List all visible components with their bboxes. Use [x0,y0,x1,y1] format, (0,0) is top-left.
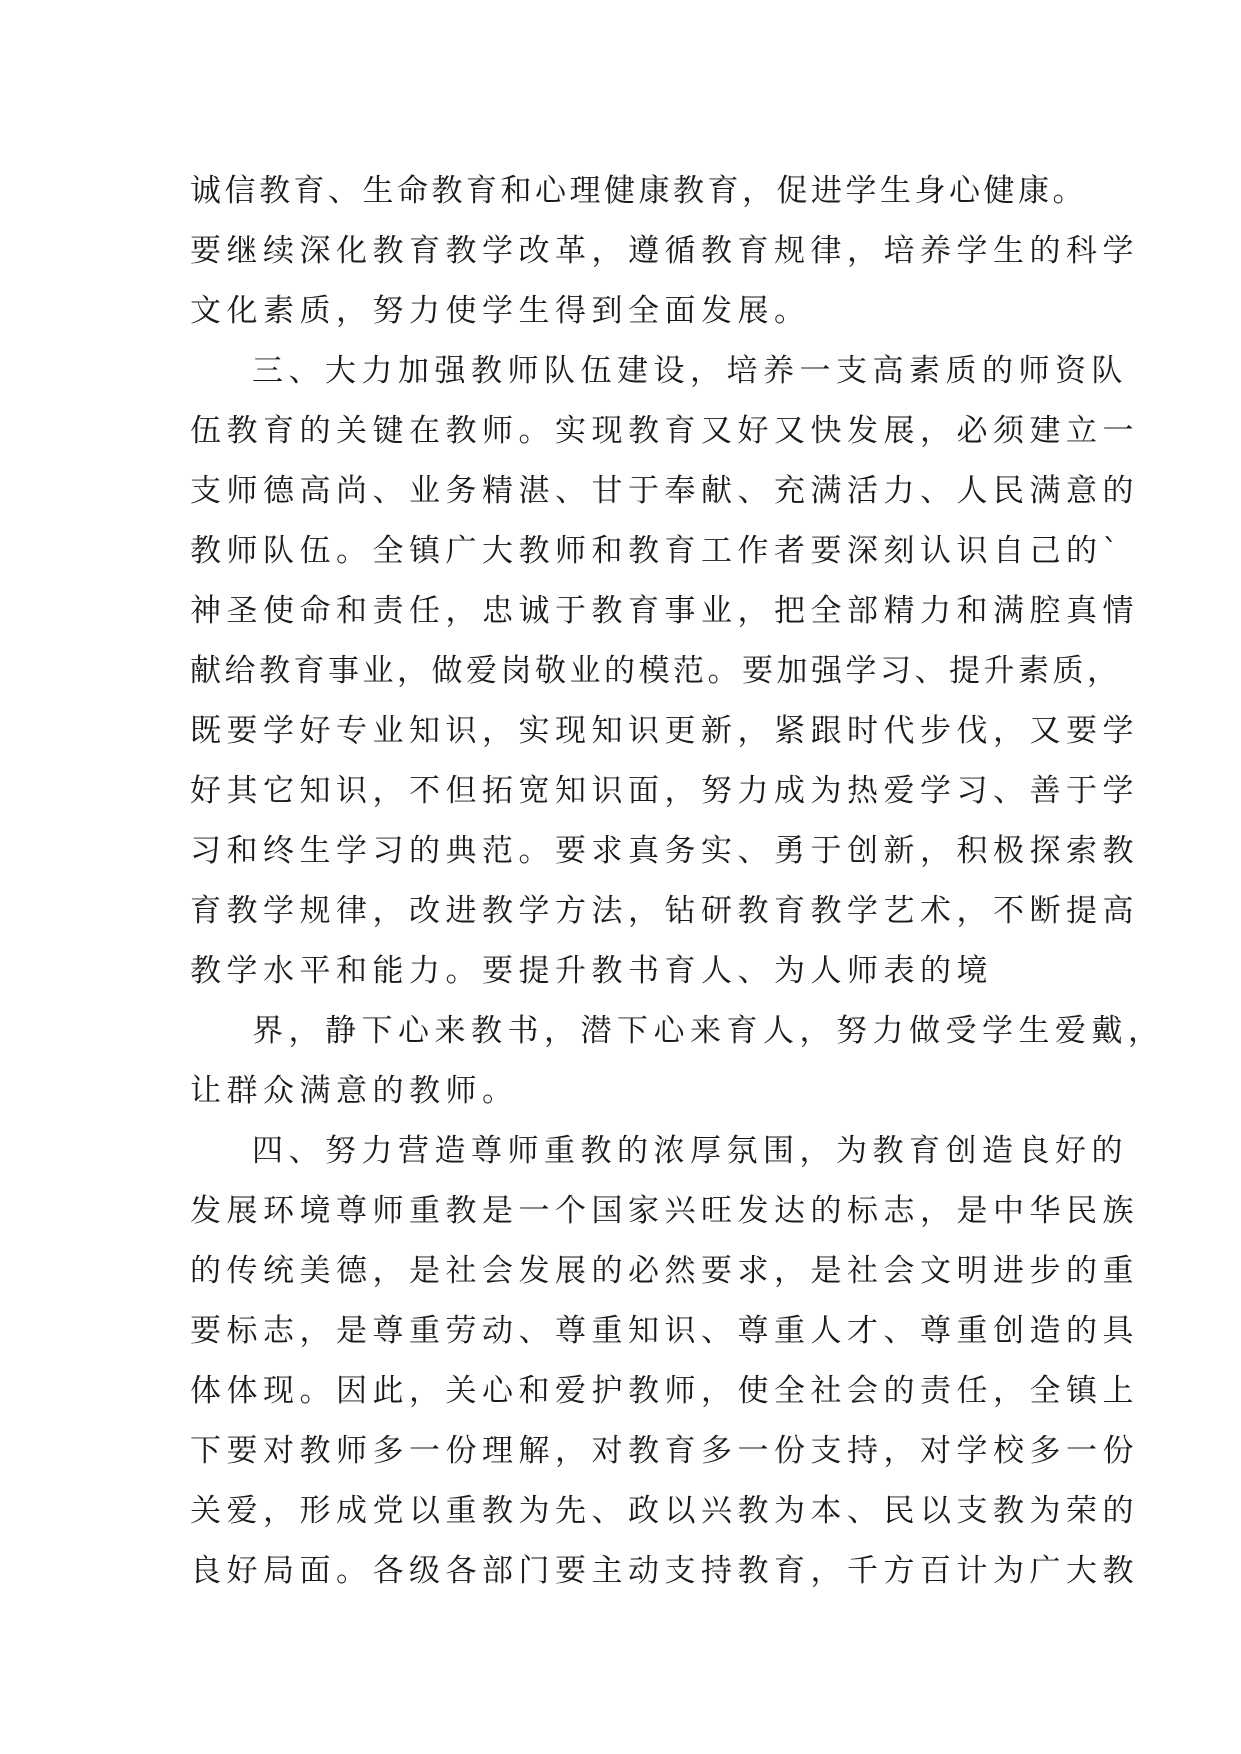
text-line: 神圣使命和责任，忠诚于教育事业，把全部精力和满腔真情 [190,593,1139,629]
text-line: 文化素质，努力使学生得到全面发展。 [190,293,811,329]
text-line: 良好局面。各级各部门要主动支持教育，千方百计为广大教 [190,1553,1139,1589]
text-line: 献给教育事业，做爱岗敬业的模范。要加强学习、提升素质， [190,653,1122,689]
text-line: 关爱，形成党以重教为先、政以兴教为本、民以支教为荣的 [190,1493,1139,1529]
text-line: 的传统美德，是社会发展的必然要求，是社会文明进步的重 [190,1253,1139,1289]
text-line: 三、大力加强教师队伍建设，培养一支高素质的师资队 [252,353,1128,389]
text-line: 下要对教师多一份理解，对教育多一份支持，对学校多一份 [190,1433,1139,1469]
text-line: 要标志，是尊重劳动、尊重知识、尊重人才、尊重创造的具 [190,1313,1139,1349]
text-line: 好其它知识，不但拓宽知识面，努力成为热爱学习、善于学 [190,773,1139,809]
document-body [190,161,1165,1601]
text-line: 既要学好专业知识，实现知识更新，紧跟时代步伐，又要学 [190,713,1139,749]
text-line: 界，静下心来教书，潜下心来育人，努力做受学生爱戴， [252,1013,1165,1049]
text-line: 发展环境尊师重教是一个国家兴旺发达的标志，是中华民族 [190,1193,1139,1229]
text-line: 支师德高尚、业务精湛、甘于奉献、充满活力、人民满意的 [190,473,1139,509]
text-line: 习和终生学习的典范。要求真务实、勇于创新，积极探索教 [190,833,1139,869]
text-line: 教学水平和能力。要提升教书育人、为人师表的境 [190,953,993,989]
text-line: 诚信教育、生命教育和心理健康教育，促进学生身心健康。 [190,173,1087,209]
text-line: 育教学规律，改进教学方法，钻研教育教学艺术，不断提高 [190,893,1139,929]
text-line: 让群众满意的教师。 [190,1073,519,1109]
text-line: 要继续深化教育教学改革，遵循教育规律，培养学生的科学 [190,233,1139,269]
text-line: 伍教育的关键在教师。实现教育又好又快发展，必须建立一 [190,413,1139,449]
text-line: 四、努力营造尊师重教的浓厚氛围，为教育创造良好的 [252,1133,1128,1169]
text-line: 体体现。因此，关心和爱护教师，使全社会的责任，全镇上 [190,1373,1139,1409]
text-line: 教师队伍。全镇广大教师和教育工作者要深刻认识自己的` [190,533,1124,569]
